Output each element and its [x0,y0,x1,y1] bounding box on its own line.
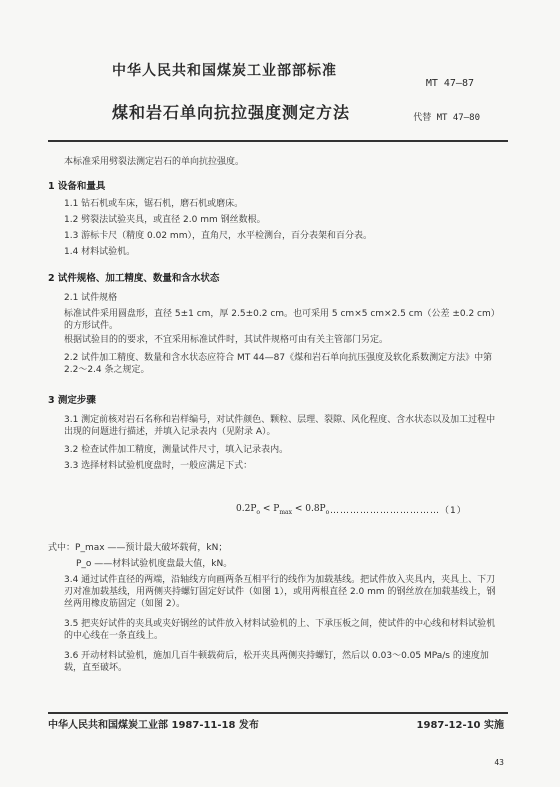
step-3-5: 3.5 把夹好试件的夹具或夹好钢丝的试件放入材料试验机的上、下承压板之间，使试件的中心线和材料试验机的中心线在一条直线上。 [64,619,496,641]
where-po: P_o ——材料试验机度盘最大值，kN。 [76,559,233,569]
where-prefix: 式中： [48,543,76,553]
specimen-spec-paragraph: 标准试件采用圆盘形，直径 5±1 cm，厚 2.5±0.2 cm。也可采用 5 cm×5 cm×2.5 cm（公差 ±0.2 cm）的方形试件。 [64,309,500,331]
ministry-standard-heading: 中华人民共和国煤炭工业部部标准 [112,63,337,79]
section-2-2-paragraph: 2.2 试件加工精度、数量和含水状态应符合 MT 44—87《煤和岩石单向抗压强度及软化系数测定方法》中第 2.2～2.4 条之规定。 [64,353,493,375]
section-1-item: 1.4 材料试验机。 [64,247,136,257]
page-number: 43 [494,758,504,767]
replaces-note: 代替 MT 47—80 [413,113,480,123]
load-range-formula: $0.2P_o < P_{max} < 0.8P_o$ [236,504,330,516]
formula-number: ……………………………（1） [330,506,467,516]
where-pmax: P_max ——预计最大破坏载荷，kN； [75,543,228,553]
section-1-item: 1.3 游标卡尺（精度 0.02 mm），直角尺，水平检测台，百分表架和百分表。 [64,231,372,241]
section-1-item: 1.2 劈裂法试验夹具，或直径 2.0 mm 钢丝数根。 [64,215,266,225]
step-3-2: 3.2 检查试件加工精度，测量试件尺寸，填入记录表内。 [64,445,289,455]
header-rule [48,140,508,142]
standard-code: MT 47—87 [425,78,474,89]
intro-text: 本标准采用劈裂法测定岩石的单向抗拉强度。 [64,157,245,167]
specimen-alt-paragraph: 根据试验目的的要求，不宜采用标准试件时，其试件规格可由有关主管部门另定。 [64,335,389,345]
step-3-1: 3.1 测定前核对岩石名称和岩样编号，对试件颜色、颗粒、层理、裂隙、风化程度、含水状态以及加工过程中出现的问题进行描述，并填入记录表内（见附录 A）。 [64,415,496,437]
document-title: 煤和岩石单向抗拉强度测定方法 [112,103,351,122]
step-3-4: 3.4 通过试件直径的两端，沿轴线方向画两条互相平行的线作为加载基线。把试件放入夹具内，夹具上、下刀刃对准加载基线，用两侧夹持螺钉固定好试件（如图 1），或用两根直径 2.0 mm 的钢丝放在加载基线上，钢丝两用橡皮筋固定（如图 2）。 [64,575,496,609]
section-1-heading: 1 设备和量具 [48,181,106,192]
where-clause [48,542,227,554]
effective-date-line: 1987-12-10 实施 [416,720,504,731]
step-3-6: 3.6 开动材料试验机，施加几百牛顿载荷后，松开夹具两侧夹持螺钉，然后以 0.03～0.05 MPa/s 的速度加载，直至破坏。 [64,651,489,673]
section-3-heading: 3 测定步骤 [48,395,96,406]
section-2-1-heading: 2.1 试件规格 [64,293,118,303]
section-1-item: 1.1 钻石机或车床，锯石机，磨石机或磨床。 [64,199,244,209]
footer-rule [48,712,508,714]
issue-date-line: 中华人民共和国煤炭工业部 1987-11-18 发布 [48,720,259,731]
step-3-3: 3.3 选择材料试验机度盘时，一般应满足下式： [64,461,253,471]
section-2-heading: 2 试件规格、加工精度、数量和含水状态 [48,273,220,284]
